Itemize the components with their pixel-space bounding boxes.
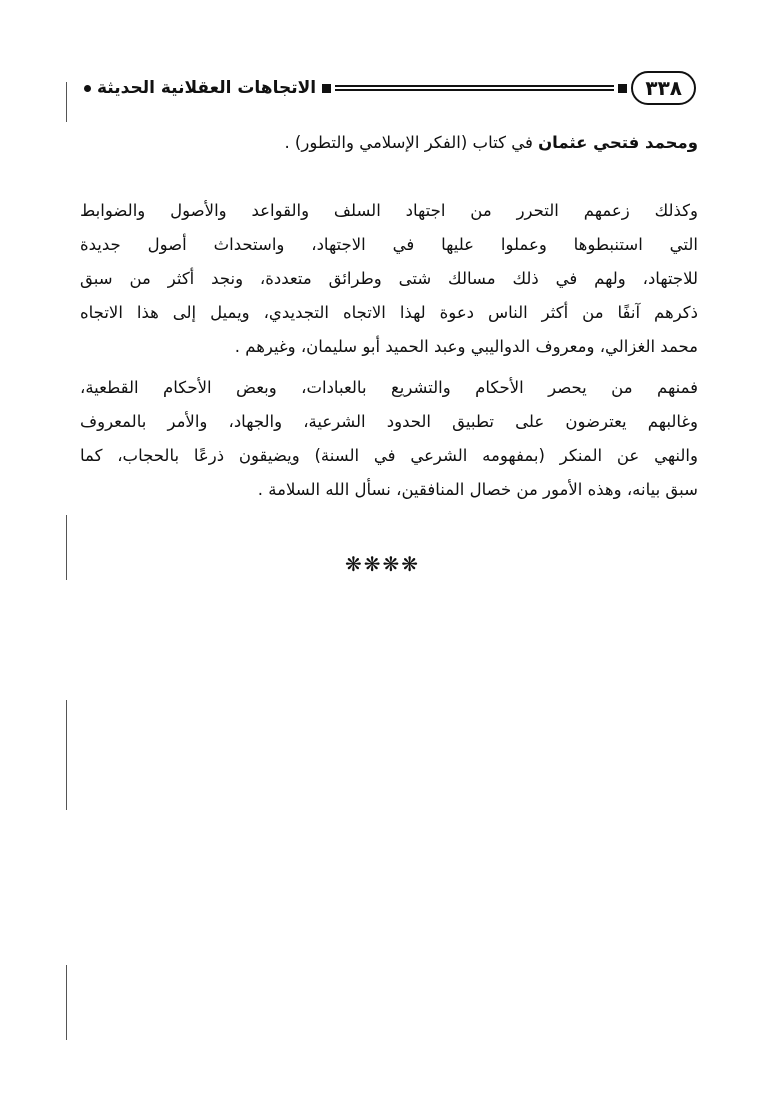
- text-line: وكذلك زعمهم التحرر من اجتهاد السلف والقواعد والأصول والضوابط: [80, 201, 698, 220]
- text-line: للاجتهاد، ولهم في ذلك مسالك شتى وطرائق متعددة، ونجد أكثر من سبق: [80, 269, 698, 288]
- scan-margin-line: [66, 965, 67, 1040]
- page-header: [84, 70, 696, 106]
- header-dot-icon: [84, 85, 91, 92]
- scan-margin-line: [66, 82, 67, 122]
- text-line: والنهي عن المنكر (بمفهومه الشرعي في السنة) ويضيقون ذرعًا بالحجاب، كما: [80, 446, 698, 465]
- text-line: فمنهم من يحصر الأحكام والتشريع بالعبادات، وبعض الأحكام القطعية،: [80, 378, 698, 397]
- text-line: ومحمد فتحي عثمان في كتاب (الفكر الإسلامي والتطور) .: [284, 133, 698, 152]
- section-separator-stars: ❋❋❋❋: [344, 552, 421, 576]
- paragraph-1: [80, 126, 698, 160]
- header-rule-block-icon: [618, 84, 627, 93]
- running-title: الاتجاهات العقلانية الحديثة: [97, 78, 317, 98]
- text-line: وغالبهم يعترضون على تطبيق الحدود الشرعية، والجهاد، والأمر بالمعروف: [80, 412, 698, 431]
- text-line: ذكرهم آنفًا من أكثر الناس دعوة لهذا الاتجاه التجديدي، ويميل إلى هذا الاتجاه: [80, 303, 698, 322]
- page-number: ٣٣٨: [631, 71, 696, 105]
- author-name: ومحمد فتحي عثمان: [538, 133, 698, 152]
- header-rule-block-icon: [322, 84, 331, 93]
- text-line: التي استنبطوها وعملوا عليها في الاجتهاد، واستحداث أصول جديدة: [80, 235, 698, 254]
- text-line: سبق بيانه، وهذه الأمور من خصال المنافقين، نسأل الله السلامة .: [257, 480, 698, 499]
- paragraph-2: [80, 194, 698, 364]
- header-rule-line: [335, 85, 614, 91]
- text-line: محمد الغزالي، ومعروف الدواليبي وعبد الحميد أبو سليمان، وغيرهم .: [234, 337, 698, 356]
- paragraph-3: [80, 371, 698, 507]
- scan-margin-line: [66, 700, 67, 810]
